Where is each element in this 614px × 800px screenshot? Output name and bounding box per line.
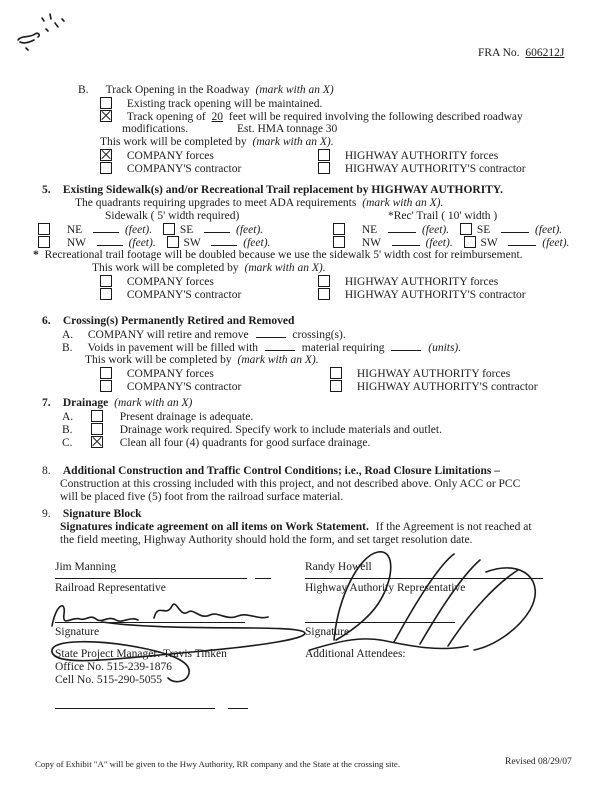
highway-forces-label: HIGHWAY AUTHORITY forces (356, 368, 511, 380)
highway-contractor-label: HIGHWAY AUTHORITY'S contractor (356, 381, 538, 393)
section-b-title: Track Opening in the Roadway (105, 84, 250, 96)
section-b-letter: B. (78, 84, 89, 96)
fra-label: FRA No. (478, 47, 520, 59)
completed-by-text: This work will be completed by (85, 354, 232, 366)
option-track-opening-pre: Track opening of (126, 111, 206, 123)
drainage-item-c (0, 436, 614, 449)
feet-label: (feet). (421, 224, 450, 236)
railroad-rep-role: Railroad Representative (55, 582, 166, 594)
section-signature-block (0, 508, 614, 547)
highway-rep-name: Randy Howell (305, 561, 372, 573)
completed-by-text: This work will be completed by (100, 136, 247, 148)
item-b-pre: Voids in pavement will be filled with (87, 342, 259, 354)
pen-scribble-mark (8, 6, 88, 54)
blank-feet-field (388, 223, 416, 233)
contractor-row (0, 380, 614, 393)
state-project-manager: State Project Manager: Travis Tinken (55, 648, 227, 660)
section-5-number: 5. (42, 184, 51, 196)
section-sidewalk-rec-trail (0, 184, 614, 301)
checkbox-6-company-contractor (100, 380, 112, 392)
mark-with-x-note: (mark with an X). (237, 354, 319, 366)
checkbox-sidewalk-ne (38, 223, 50, 235)
section-5-intro-row (0, 197, 614, 210)
blank-units-field (391, 341, 421, 351)
item-a-post: crossing(s). (292, 329, 346, 341)
section-9-line2: the field meeting, Highway Authority should hold the form, and set target resolution date. (60, 534, 473, 546)
feet-label: (feet). (236, 224, 264, 236)
name-line-left-dash (255, 578, 271, 579)
checkbox-5-company-contractor (100, 288, 112, 300)
checkbox-6-highway-contractor (330, 380, 342, 392)
quad-label-nw: NW (361, 237, 381, 249)
drainage-a-text: Present drainage is adequate. (119, 411, 254, 423)
section-5-title-row (0, 184, 614, 197)
highway-contractor-label: HIGHWAY AUTHORITY'S contractor (344, 163, 526, 175)
blank-feet-field (392, 236, 420, 246)
company-forces-label: COMPANY forces (126, 150, 214, 162)
checkbox-sidewalk-se (163, 223, 175, 235)
feet-label: (feet). (535, 224, 563, 236)
feet-label: (feet). (124, 224, 153, 236)
forces-col2 (318, 275, 498, 289)
rec-trail-header: *Rec' Trail ( 10' width ) (388, 210, 498, 222)
section-6-title: Crossing(s) Permanently Retired and Removed (62, 315, 295, 327)
forces-col2 (318, 149, 498, 163)
completed-by-text: This work will be completed by (92, 262, 239, 274)
highway-forces-label: HIGHWAY AUTHORITY forces (344, 276, 499, 288)
section-9-line1 (0, 521, 614, 534)
section-6-title-row (0, 315, 614, 328)
checkbox-track-opening (100, 110, 112, 122)
company-forces-label: COMPANY forces (126, 368, 214, 380)
contractor-row (0, 162, 614, 175)
highway-contractor-label: HIGHWAY AUTHORITY'S contractor (344, 289, 526, 301)
mark-with-x-note: (mark with an X). (244, 262, 326, 274)
rec-trail-group (333, 236, 569, 250)
checkbox-drainage-clean-quadrants (91, 436, 103, 448)
railroad-rep-name: Jim Manning (55, 561, 117, 573)
company-contractor-label: COMPANY'S contractor (126, 381, 242, 393)
company-contractor-label: COMPANY'S contractor (126, 289, 242, 301)
quadrant-row-nw-sw (0, 236, 614, 249)
section-8-line3: will be placed five (5) foot from the railroad surface material. (60, 491, 344, 503)
option-row (0, 110, 614, 123)
feet-label: (feet). (128, 237, 156, 249)
section-7-title-row (0, 397, 614, 410)
footer (0, 757, 614, 771)
checkbox-rectrail-se (460, 223, 472, 235)
blank-feet-field (508, 236, 536, 246)
section-7-title: Drainage (62, 397, 109, 409)
feet-label: (feet). (243, 237, 271, 249)
highway-rep-signature-ink (298, 538, 570, 666)
section-9-rest-text: If the Agreement is not reached at (375, 521, 532, 533)
name-line-right (305, 578, 543, 579)
quad-label-sw: SW (480, 237, 498, 249)
checkbox-b-highway-forces (318, 149, 330, 161)
mark-with-x-note: (mark with an X). (362, 197, 444, 209)
quad-label-se: SE (179, 224, 194, 236)
section-8-title: Additional Construction and Traffic Control Conditions; i.e., Road Closure Limitations – (62, 465, 501, 477)
item-b-letter: B. (62, 424, 73, 436)
signature-line-left (55, 622, 245, 623)
checkbox-6-highway-forces (330, 367, 342, 379)
mark-with-x-note: (mark with an X). (252, 136, 334, 148)
quad-label-nw: NW (66, 237, 86, 249)
office-phone: Office No. 515-239-1876 (55, 661, 172, 673)
section-8-title-row (0, 465, 614, 478)
blank-material-field (265, 341, 295, 351)
fra-number: 606212J (525, 47, 565, 59)
mark-with-x-note: (mark with an X) (255, 84, 334, 96)
forces-row (0, 367, 614, 380)
est-hma-tonnage: Est. HMA tonnage 30 (237, 123, 338, 135)
company-forces-label: COMPANY forces (126, 276, 214, 288)
completed-by-row (0, 262, 614, 275)
section-6-item-a (0, 328, 614, 341)
completed-by-row (0, 354, 614, 367)
blank-feet-field (204, 223, 230, 233)
completed-by-row (0, 136, 614, 149)
blank-feet-field (97, 236, 123, 246)
name-line-left (55, 578, 247, 579)
drainage-item-b (0, 423, 614, 436)
quadrant-row-ne-se (0, 223, 614, 236)
forces-col2 (330, 367, 510, 381)
checkbox-drainage-adequate (91, 410, 103, 422)
section-9-number: 9. (42, 508, 51, 520)
contractor-col2 (330, 380, 538, 394)
cell-phone: Cell No. 515-290-5055 (55, 674, 163, 686)
item-c-letter: C. (62, 437, 73, 449)
option-continuation-row (0, 123, 614, 136)
item-a-letter: A. (62, 329, 74, 341)
section-9-title-row (0, 508, 614, 521)
item-a-letter: A. (62, 411, 74, 423)
checkbox-b-highway-contractor (318, 162, 330, 174)
track-opening-feet-value: 20 (211, 111, 224, 123)
footer-revised-date: Revised 08/29/07 (505, 757, 572, 767)
quadrant-headers-row (0, 210, 614, 223)
blank-feet-field (211, 236, 237, 246)
contractor-row (0, 288, 614, 301)
quad-label-se: SE (476, 224, 491, 236)
rec-trail-group (333, 223, 562, 237)
highway-rep-role: Highway Authority Representative (305, 582, 466, 594)
footnote-star: * (33, 249, 39, 261)
footnote-row (0, 249, 614, 262)
signature-line-right (305, 622, 455, 623)
checkbox-sidewalk-sw (167, 236, 179, 248)
checkbox-5-company-forces (100, 275, 112, 287)
option-track-opening-post: feet will be required involving the following described roadway (228, 111, 523, 123)
blank-bottom-line-dash (228, 708, 248, 709)
contractor-col2 (318, 288, 526, 302)
checkbox-6-company-forces (100, 367, 112, 379)
section-7-number: 7. (42, 397, 51, 409)
checkbox-5-highway-forces (318, 275, 330, 287)
signature-label-left: Signature (55, 626, 100, 638)
forces-row (0, 149, 614, 162)
signature-label-right: Signature (305, 626, 350, 638)
footnote-text: Recreational trail footage will be doubled because we use the sidewalk 5' width cost for reimbursement. (44, 249, 523, 261)
fra-number-line (478, 47, 564, 60)
forces-row (0, 275, 614, 288)
checkbox-b-company-forces (100, 149, 112, 161)
blank-bottom-line (55, 708, 215, 709)
section-6-number: 6. (42, 315, 51, 327)
mark-with-x-note: (mark with an X) (114, 397, 193, 409)
item-b-mid: material requiring (301, 342, 385, 354)
section-drainage (0, 397, 614, 449)
contractor-col2 (318, 162, 526, 176)
section-9-bold-text: Signatures indicate agreement on all items on Work Statement. (60, 521, 369, 533)
drainage-b-text: Drainage work required. Specify work to include materials and outlet. (119, 424, 442, 436)
section-6-item-b (0, 341, 614, 354)
section-b-title-row (0, 84, 614, 97)
feet-label: (feet). (425, 237, 453, 249)
section-crossings-retired (0, 315, 614, 393)
section-track-opening (0, 84, 614, 175)
option-track-maintained: Existing track opening will be maintained. (126, 98, 323, 110)
option-track-opening-cont: modifications. (122, 123, 189, 135)
blank-feet-field (501, 223, 529, 233)
checkbox-rectrail-nw (333, 236, 345, 248)
checkbox-5-highway-contractor (318, 288, 330, 300)
drainage-c-text: Clean all four (4) quadrants for good surface drainage. (119, 437, 371, 449)
drainage-item-a (0, 410, 614, 423)
section-5-intro: The quadrants requiring upgrades to meet ADA requirements (75, 197, 357, 209)
signatures-area (0, 558, 614, 738)
company-contractor-label: COMPANY'S contractor (126, 163, 242, 175)
footer-distribution-note: Copy of Exhibit "A" will be given to the Hwy Authority, RR company and the State at the crossing site. (35, 759, 401, 769)
section-8-line2: Construction at this crossing included with this project, and not described above. Only ACC or PCC (60, 478, 521, 490)
item-a-pre: COMPANY will retire and remove (87, 329, 249, 341)
section-additional-construction (0, 465, 614, 504)
checkbox-b-company-contractor (100, 162, 112, 174)
quad-label-ne: NE (361, 224, 378, 236)
quad-label-sw: SW (183, 237, 201, 249)
blank-feet-field (93, 223, 119, 233)
checkbox-rectrail-ne (333, 223, 345, 235)
additional-attendees-label: Additional Attendees: (305, 648, 406, 660)
checkbox-track-maintained (100, 97, 112, 109)
feet-label: (feet). (542, 237, 570, 249)
section-8-number: 8. (42, 465, 51, 477)
item-b-letter: B. (62, 342, 73, 354)
option-row (0, 97, 614, 110)
quad-label-ne: NE (66, 224, 83, 236)
checkbox-sidewalk-nw (38, 236, 50, 248)
highway-forces-label: HIGHWAY AUTHORITY forces (344, 150, 499, 162)
sidewalk-header: Sidewalk ( 5' width required) (105, 210, 240, 222)
checkbox-rectrail-sw (464, 236, 476, 248)
section-5-title: Existing Sidewalk(s) and/or Recreational Trail replacement by HIGHWAY AUTHORITY. (62, 184, 504, 196)
section-9-title: Signature Block (62, 508, 142, 520)
units-label: (units). (428, 342, 462, 354)
checkbox-drainage-work-required (91, 423, 103, 435)
blank-crossings-field (256, 328, 286, 338)
